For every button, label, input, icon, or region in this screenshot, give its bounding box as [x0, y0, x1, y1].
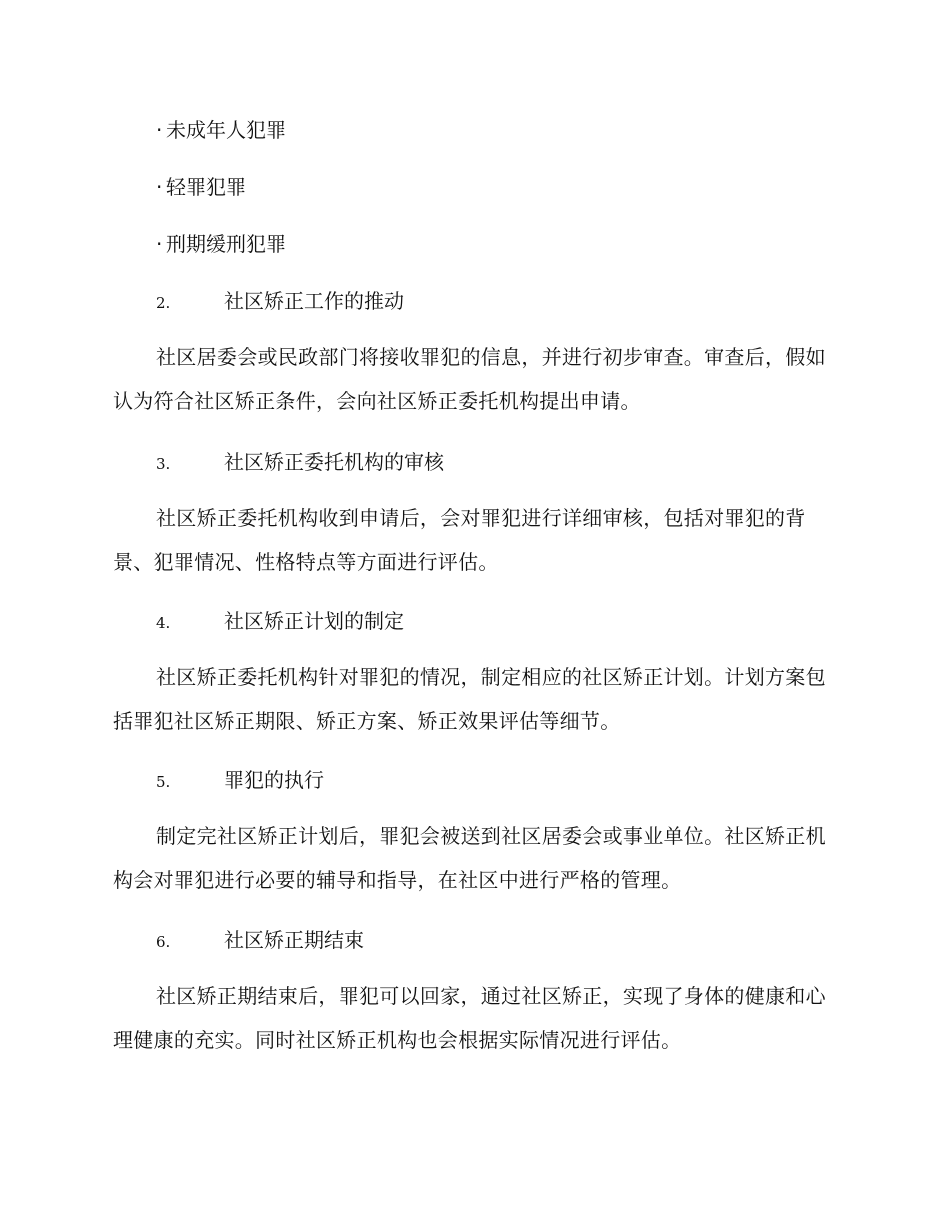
- section-body: 社区矫正委托机构针对罪犯的情况，制定相应的社区矫正计划。计划方案包括罪犯社区矫正期限、矫正方案、矫正效果评估等细节。: [113, 665, 826, 733]
- bullet-item: [156, 175, 246, 199]
- bullet-marker: ·: [156, 232, 163, 256]
- section-heading: [156, 928, 364, 954]
- bullet-item: [156, 232, 286, 256]
- section-number: 4.: [156, 614, 171, 632]
- section-number: 3.: [156, 455, 171, 473]
- section-number: 5.: [156, 773, 171, 791]
- section-body: 制定完社区矫正计划后，罪犯会被送到社区居委会或事业单位。社区矫正机构会对罪犯进行必要的辅导和指导，在社区中进行严格的管理。: [113, 824, 826, 892]
- section-number: 2.: [156, 294, 171, 312]
- section-number: 6.: [156, 933, 171, 951]
- bullet-marker: ·: [156, 118, 163, 142]
- section-heading: [156, 289, 404, 315]
- section-title: 社区矫正委托机构的审核: [224, 450, 444, 474]
- section-title: 社区矫正计划的制定: [224, 609, 404, 633]
- section-heading: [156, 768, 324, 794]
- section-title: 社区矫正工作的推动: [224, 289, 404, 313]
- bullet-text: 轻罪犯罪: [166, 175, 246, 199]
- bullet-text: 刑期缓刑犯罪: [166, 232, 286, 256]
- section-body: 社区矫正委托机构收到申请后，会对罪犯进行详细审核，包括对罪犯的背景、犯罪情况、性格特点等方面进行评估。: [113, 506, 806, 574]
- section-heading: [156, 609, 404, 635]
- bullet-marker: ·: [156, 175, 163, 199]
- section-body: 社区矫正期结束后，罪犯可以回家，通过社区矫正，实现了身体的健康和心理健康的充实。同时社区矫正机构也会根据实际情况进行评估。: [113, 984, 826, 1052]
- bullet-item: [156, 118, 286, 142]
- section-body: 社区居委会或民政部门将接收罪犯的信息，并进行初步审查。审查后，假如认为符合社区矫正条件，会向社区矫正委托机构提出申请。: [113, 345, 826, 413]
- section-title: 罪犯的执行: [224, 768, 324, 792]
- section-heading: [156, 450, 444, 476]
- bullet-text: 未成年人犯罪: [166, 118, 286, 142]
- section-title: 社区矫正期结束: [224, 928, 364, 952]
